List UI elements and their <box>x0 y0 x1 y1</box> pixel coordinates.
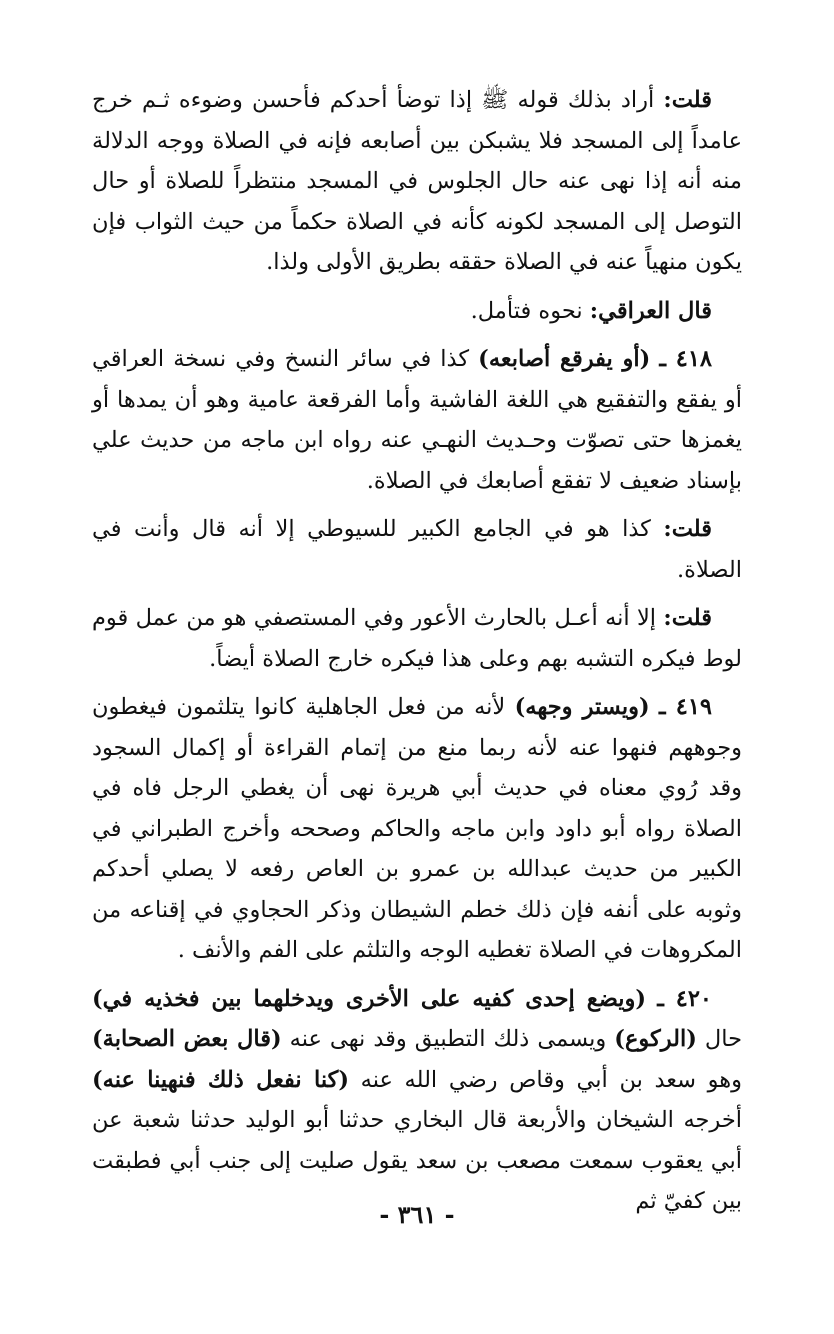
paragraph-text: نحوه فتأمل. <box>470 297 590 324</box>
paragraph-lead: قال العراقي: <box>589 297 712 324</box>
text-segment: ويسمى ذلك التطبيق وقد نهى عنه <box>281 1026 615 1052</box>
paragraph-lead: قلت: <box>663 87 712 113</box>
entry-title: (أو يفرقع أصابعه) <box>478 346 651 372</box>
page-body <box>92 80 742 1230</box>
paragraph-text: لأنه من فعل الجاهلية كانوا يتلثمون فيغطون وجوههم فنهوا عنه لأنه ربما منع من إتمام القراءة أو إكمال السجود وقد رُوي معناه في حديث أبي هريرة نهى أن يغطي الرجل فاه في الصلاة رواه أبو داود وابن ماجه والحاكم وصححه وأخرج الطبراني في الكبير من حديث عبدالله بن عمرو بن العاص رفعه لا يصلي أحدكم وثوبه على أنفه فإن ذلك خطم الشيطان وذكر الحجاوي في إقناعه من المكروهات في الصلاة تغطيه الوجه والتلثم على الفم والأنف . <box>92 694 742 963</box>
entry-number: ٤٢٠ ـ <box>657 985 712 1012</box>
paragraph-text: كذا في سائر النسخ وفي نسخة العراقي أو يفقع والتفقيع هي اللغة الفاشية وأما الفرقعة عامية وهو أن يمدها أو يغمزها حتى تصوّت وحـديث النهـي عنه رواه ابن ماجه من حديث علي بإسناد ضعيف لا تفقع أصابعك في الصلاة. <box>92 346 742 494</box>
bold-segment: (كنا نفعل ذلك فنهينا عنه) <box>92 1066 349 1093</box>
paragraph-lead: قلت: <box>663 605 712 631</box>
paragraph-segments <box>92 1026 742 1214</box>
paragraph-1 <box>92 80 742 283</box>
entry-number: ٤١٩ ـ <box>659 694 712 720</box>
bold-segment: (الركوع) <box>614 1026 697 1052</box>
text-segment: وهو سعد بن أبي وقاص رضي الله عنه <box>348 1066 742 1093</box>
paragraph-419 <box>92 687 742 971</box>
text-segment: أخرجه الشيخان والأربعة قال البخاري حدثنا أبو الوليد حدثنا شعبة عن أبي يعقوب سمعت مصعب بن سعد يقول صليت إلى جنب أبي فطبقت بين كفيّ ثم <box>92 1107 742 1214</box>
paragraph-418 <box>92 339 742 501</box>
entry-number: ٤١٨ ـ <box>659 346 713 372</box>
paragraph-text: إلا أنه أعـل بالحارث الأعور وفي المستصفي هو من عمل قوم لوط فيكره التشبه بهم وعلى هذا فيكره خارج الصلاة أيضاً. <box>92 605 742 672</box>
entry-heading: (ويضع إحدى كفيه على الأخرى ويدخلهما بين فخذيه في) <box>92 985 646 1012</box>
page-number: - ٣٦١ - <box>379 1200 455 1229</box>
text-segment: حال <box>696 1026 742 1052</box>
paragraph-text: أراد بذلك قوله ﷺ إذا توضأ أحدكم فأحسن وضوءه ثـم خرج عامداً إلى المسجد فلا يشبكن بين أصابعه فإنه في الصلاة ووجه الدلالة منه أنه إذا نهى عنه حال الجلوس في المسجد منتظراً للصلاة أو حال التوصل إلى المسجد لكونه كأنه في الصلاة حكماً من حيث الثواب فإن يكون منهياً عنه في الصلاة حققه بطريق الأولى ولذا. <box>92 87 742 275</box>
paragraph-text: كذا هو في الجامع الكبير للسيوطي إلا أنه قال وأنت في الصلاة. <box>92 516 742 583</box>
paragraph-lead: قلت: <box>663 516 712 542</box>
entry-title: (ويستر وجهه) <box>514 694 650 720</box>
paragraph-5 <box>92 598 742 679</box>
bold-segment: (قال بعض الصحابة) <box>92 1026 282 1052</box>
paragraph-420 <box>92 979 742 1222</box>
paragraph-2 <box>92 291 742 332</box>
paragraph-4 <box>92 509 742 590</box>
